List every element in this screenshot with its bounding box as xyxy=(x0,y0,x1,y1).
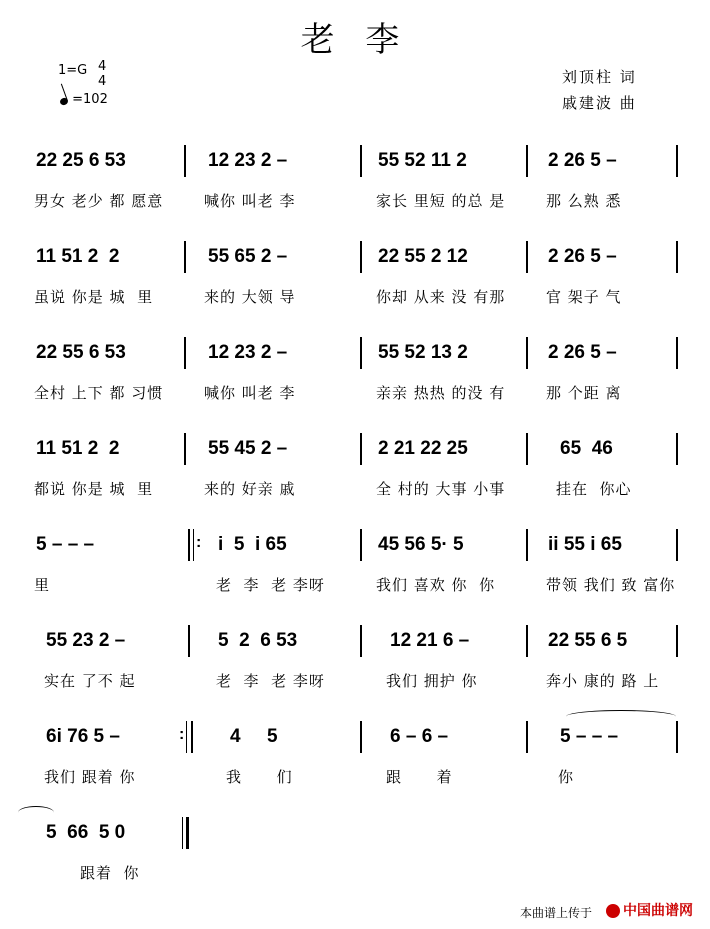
tie-arc xyxy=(566,710,676,723)
bar-line xyxy=(360,433,362,465)
tempo-marking xyxy=(60,92,108,107)
measure-lyrics: 喊你 叫老 李 xyxy=(204,192,296,210)
logo-icon xyxy=(606,904,620,918)
quarter-note-icon xyxy=(59,97,69,106)
bar-line xyxy=(676,529,678,561)
measure-notes: 2 26 5 – xyxy=(548,246,617,267)
measure-notes: 5 66 5 0 xyxy=(46,822,126,843)
measure-notes: 11 51 2 2 xyxy=(36,438,120,459)
measure-notes: ii 55 i 65 xyxy=(548,534,622,555)
measure-lyrics: 奔小 康的 路 上 xyxy=(546,672,660,690)
measure-notes: 12 23 2 – xyxy=(208,342,288,363)
bar-line xyxy=(360,241,362,273)
bar-line xyxy=(360,145,362,177)
measure-notes: 55 45 2 – xyxy=(208,438,288,459)
bar-line xyxy=(360,337,362,369)
bar-line xyxy=(184,241,186,273)
bar-line xyxy=(360,721,362,753)
bar-line xyxy=(188,625,190,657)
measure-notes: 55 65 2 – xyxy=(208,246,288,267)
measure-lyrics: 来的 大领 导 xyxy=(204,288,296,306)
measure-notes: 55 52 11 2 xyxy=(378,150,467,171)
bar-line xyxy=(360,529,362,561)
measure-lyrics: 虽说 你是 城 里 xyxy=(34,288,154,306)
measure-notes: 11 51 2 2 xyxy=(36,246,120,267)
bar-line xyxy=(526,145,528,177)
measure-lyrics: 亲亲 热热 的没 有 xyxy=(376,384,506,402)
measure-lyrics: 实在 了不 起 xyxy=(44,672,136,690)
measure-notes: 5 – – – xyxy=(560,726,619,747)
repeat-bar-thin xyxy=(186,721,187,753)
repeat-bar-thin xyxy=(193,529,194,561)
measure-lyrics: 喊你 叫老 李 xyxy=(204,384,296,402)
bar-line xyxy=(676,721,678,753)
composer-credit: 戚建波 曲 xyxy=(562,94,637,112)
measure-notes: 2 21 22 25 xyxy=(378,438,468,459)
measure-notes: 6i 76 5 – xyxy=(46,726,120,747)
measure-lyrics: 男女 老少 都 愿意 xyxy=(34,192,164,210)
bar-line xyxy=(676,145,678,177)
measure-lyrics: 那 么熟 悉 xyxy=(546,192,622,210)
bar-line xyxy=(676,433,678,465)
measure-notes: 5 – – – xyxy=(36,534,95,555)
measure-lyrics: 那 个距 离 xyxy=(546,384,622,402)
measure-lyrics: 跟 着 xyxy=(386,768,453,786)
measure-notes: 22 55 6 53 xyxy=(36,342,126,363)
key-signature xyxy=(58,59,107,89)
measure-lyrics: 来的 好亲 戚 xyxy=(204,480,296,498)
repeat-bar-thick xyxy=(188,529,190,561)
time-signature xyxy=(98,59,106,89)
measure-notes: 22 55 2 12 xyxy=(378,246,468,267)
bar-line xyxy=(676,625,678,657)
measure-notes: 12 23 2 – xyxy=(208,150,288,171)
song-title: 老 李 xyxy=(300,20,410,60)
bar-line xyxy=(526,529,528,561)
bar-line xyxy=(184,433,186,465)
measure-lyrics: 你却 从来 没 有那 xyxy=(376,288,506,306)
bar-line xyxy=(184,145,186,177)
bar-line xyxy=(360,625,362,657)
bar-line xyxy=(526,721,528,753)
measure-notes: 2 26 5 – xyxy=(548,342,617,363)
repeat-dots: : xyxy=(196,534,202,551)
key-label: 1=G xyxy=(58,63,88,78)
measure-lyrics: 全 村的 大事 小事 xyxy=(376,480,506,498)
measure-notes: 65 46 xyxy=(560,438,613,459)
measure-lyrics: 里 xyxy=(34,576,51,594)
lyricist-credit: 刘顶柱 词 xyxy=(562,68,637,86)
tie-arc xyxy=(18,806,54,819)
measure-notes: i 5 i 65 xyxy=(218,534,287,555)
meter-bottom: 4 xyxy=(98,74,107,89)
repeat-bar-thick xyxy=(191,721,193,753)
measure-notes: 5 2 6 53 xyxy=(218,630,298,651)
measure-lyrics: 挂在 你心 xyxy=(556,480,632,498)
measure-notes: 45 56 5· 5 xyxy=(378,534,464,555)
meter-top: 4 xyxy=(98,59,107,74)
final-bar-thick xyxy=(186,817,189,849)
measure-notes: 55 52 13 2 xyxy=(378,342,468,363)
footer-text: 本曲谱上传于 xyxy=(520,906,593,920)
tempo-value: =102 xyxy=(72,92,108,107)
measure-lyrics: 跟着 你 xyxy=(80,864,140,882)
bar-line xyxy=(526,241,528,273)
bar-line xyxy=(676,337,678,369)
measure-lyrics: 老 李 老 李呀 xyxy=(216,672,325,690)
measure-lyrics: 全村 上下 都 习惯 xyxy=(34,384,164,402)
measure-lyrics: 我们 拥护 你 xyxy=(386,672,478,690)
bar-line xyxy=(526,337,528,369)
measure-lyrics: 老 李 老 李呀 xyxy=(216,576,325,594)
measure-lyrics: 家长 里短 的总 是 xyxy=(376,192,506,210)
measure-lyrics: 都说 你是 城 里 xyxy=(34,480,154,498)
measure-lyrics: 带领 我们 致 富你 xyxy=(546,576,676,594)
bar-line xyxy=(184,337,186,369)
measure-lyrics: 我 们 xyxy=(226,768,293,786)
measure-notes: 12 21 6 – xyxy=(390,630,470,651)
measure-notes: 2 26 5 – xyxy=(548,150,617,171)
measure-notes: 22 55 6 5 xyxy=(548,630,628,651)
bar-line xyxy=(526,433,528,465)
measure-lyrics: 我们 喜欢 你 你 xyxy=(376,576,496,594)
bar-line xyxy=(526,625,528,657)
site-name: 中国曲谱网 xyxy=(623,903,693,919)
measure-lyrics: 官 架子 气 xyxy=(546,288,622,306)
bar-line xyxy=(676,241,678,273)
measure-lyrics: 你 xyxy=(558,768,575,786)
site-logo[interactable] xyxy=(606,900,693,920)
measure-notes: 6 – 6 – xyxy=(390,726,449,747)
repeat-dots: : xyxy=(179,726,185,743)
measure-notes: 55 23 2 – xyxy=(46,630,126,651)
measure-lyrics: 我们 跟着 你 xyxy=(44,768,136,786)
measure-notes: 22 25 6 53 xyxy=(36,150,126,171)
measure-notes: 4 5 xyxy=(230,726,278,747)
final-bar-thin xyxy=(182,817,183,849)
